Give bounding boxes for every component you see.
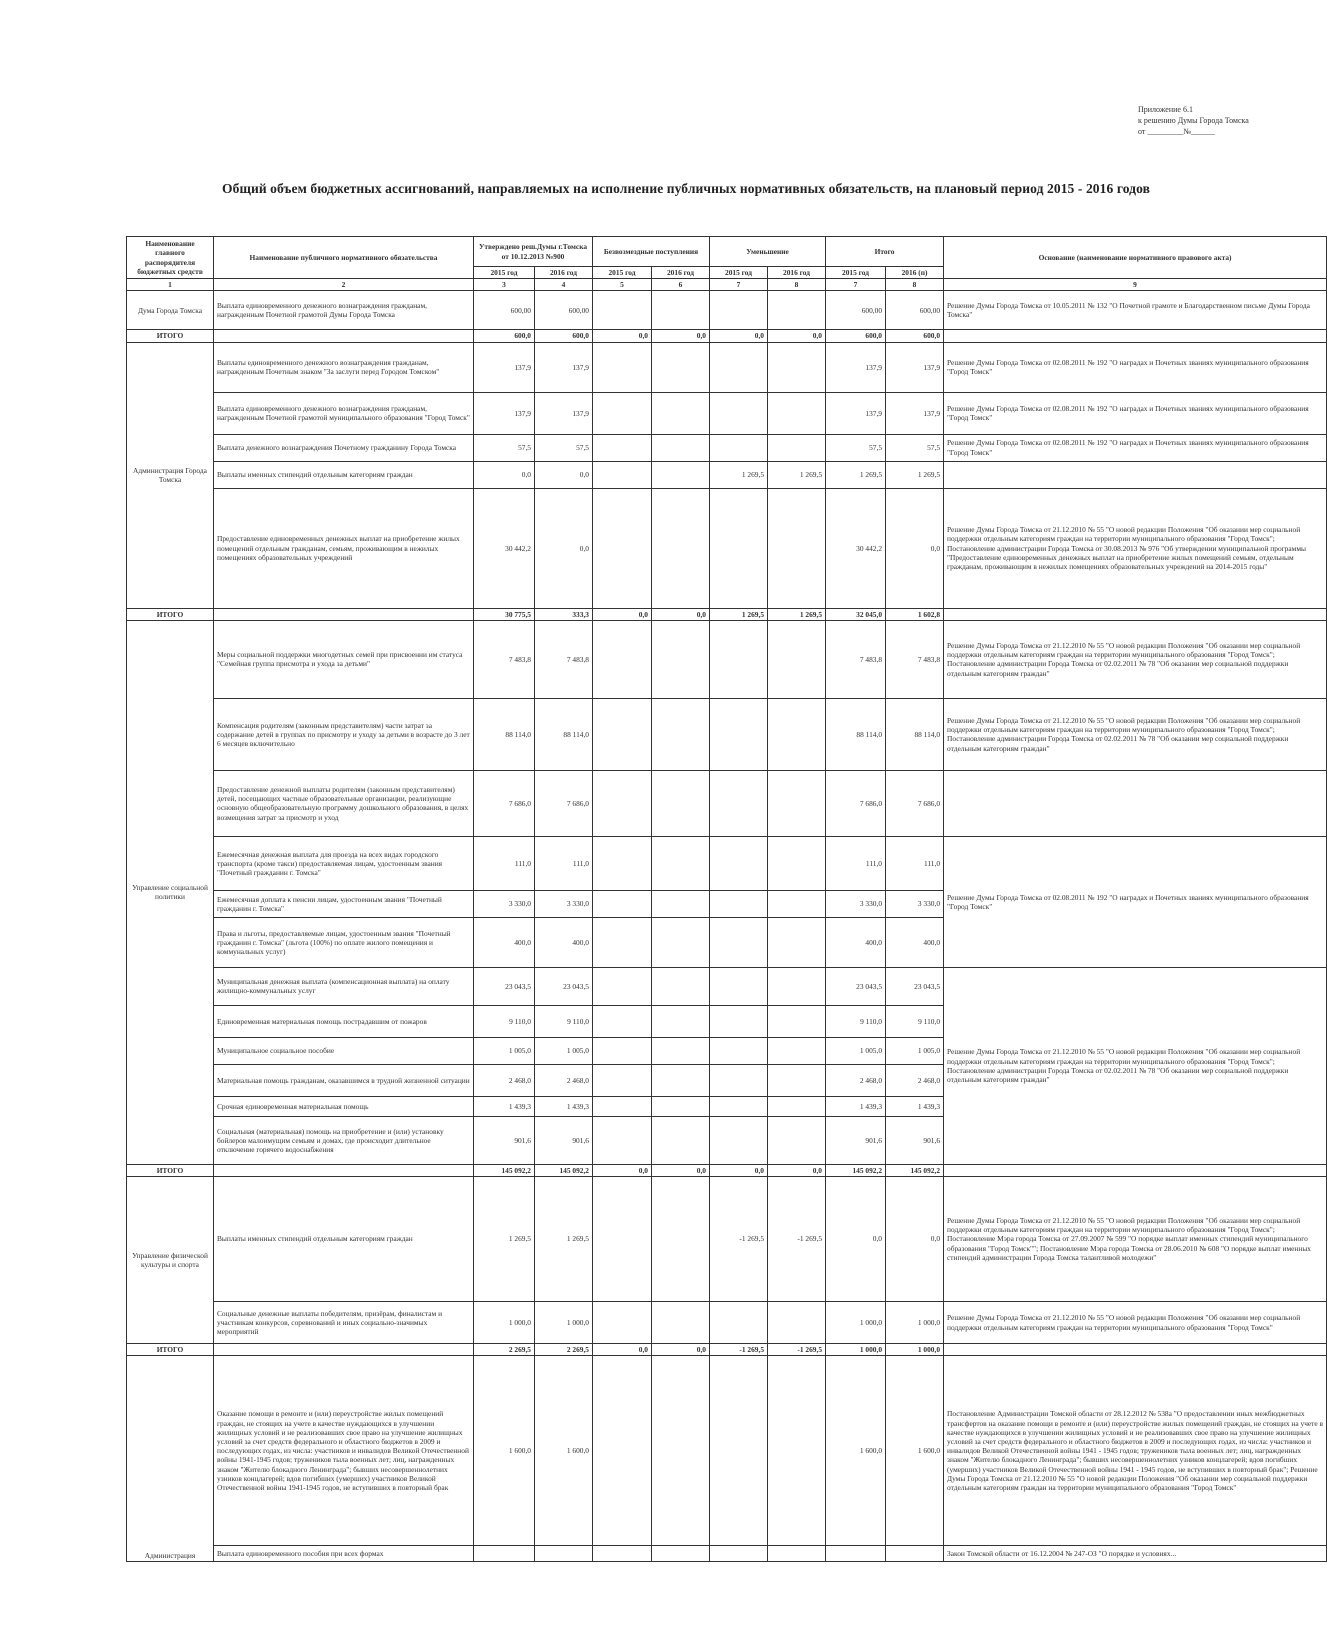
obligation-cell: Предоставление денежной выплаты родителям (законным представителям) детей, посещающих частные образовательные организации, реализующие основную общеобразовательную программу дошкольного образования, в целях возмещения затрат за присмотр и уход [214,770,474,836]
value-cell: 88 114,0 [826,698,886,770]
value-cell: 88 114,0 [886,698,944,770]
total-cell: 0,0 [593,1344,652,1356]
total-label: ИТОГО [127,330,214,342]
col-number: 7 [710,279,768,291]
value-cell: 111,0 [474,836,535,890]
total-cell: 0,0 [710,330,768,342]
header-year: 2016 год [652,267,710,279]
value-cell: 600,00 [474,291,535,330]
basis-cell: Решение Думы Города Томска от 21.12.2010 № 55 "О новой редакции Положения "Об оказании мер социальной поддержки отдельным категориям граждан на территории муниципального образования "Город Томск"; Постановление Мэра города Томска от 27.09.2007 № 599 "О порядке выплат именных стипендий муниципального образования "Город Томск""; Постановление Мэра города Томска от 28.06.2010 № 608 "О порядке выплат именных стипендий администрации Города Томска талантливой молодежи" [944,1177,1327,1302]
total-label: ИТОГО [127,608,214,620]
header-decrease: Уменьшение [710,237,826,267]
appendix-line-1: Приложение 6.1 [1138,105,1193,114]
value-cell: 1 000,0 [886,1302,944,1344]
value-cell: 2 468,0 [886,1064,944,1096]
col-number: 1 [127,279,214,291]
basis-cell: Решение Думы Города Томска от 02.08.2011 № 192 "О наградах и Почетных званиях муниципального образования "Город Томск" [944,434,1327,461]
col-number: 2 [214,279,474,291]
obligation-cell: Компенсация родителям (законным представителям) части затрат за содержание детей в группах по присмотру и уходу за детьми в возрасте до 3 лет 6 месяцев включительно [214,698,474,770]
value-cell: 3 330,0 [886,890,944,917]
basis-cell: Решение Думы Города Томска от 21.12.2010 № 55 "О новой редакции Положения "Об оказании мер социальной поддержки отдельным категориям граждан на территории муниципального образования "Город Томск"; Постановление администрации Города Томска от 02.02.2011 № 78 "Об оказании мер социальной поддержки отдельным категориям граждан" [944,967,1327,1164]
value-cell: 7 483,8 [474,620,535,698]
value-cell: 57,5 [826,434,886,461]
obligation-cell: Ежемесячная денежная выплата для проезда на всех видах городского транспорта (кроме такси) предоставляемая лицам, удостоенным звания "Почетный гражданин г. Томска" [214,836,474,890]
total-label: ИТОГО [127,1164,214,1176]
header-year: 2016 год [535,267,593,279]
table-row [127,770,1327,836]
value-cell: 7 483,8 [886,620,944,698]
table-row [127,461,1327,488]
value-cell: 7 686,0 [474,770,535,836]
value-cell: 137,9 [535,342,593,392]
table-row [127,1177,1327,1302]
total-cell: 0,0 [593,330,652,342]
obligation-cell: Предоставление единовременных денежных выплат на приобретение жилых помещений отдельным гражданам, семьям, проживающим в нежилых помещениях образовательных учреждений [214,488,474,608]
value-cell: 1 439,3 [826,1096,886,1116]
value-cell: 57,5 [474,434,535,461]
obligation-cell: Выплаты именных стипендий отдельным категориям граждан [214,1177,474,1302]
basis-cell: Постановление Администрации Томской области от 28.12.2012 № 538а "О предоставлении иных межбюджетных трансфертов на оказание помощи в ремонте и (или) переустройстве жилых помещений граждан, не стоящих на учете в качестве нуждающихся в улучшении жилищных условий и не реализовавших свое право на улучшение жилищных условий за счет средств федерального и областного бюджетов в 2009 и последующих годах, из числа: участников и инвалидов Великой Отечественной войны 1941 - 1945 годов; тружеников тыла военных лет; лиц, награжденных знаком "Жителю блокадного Ленинграда"; бывших несовершеннолетних узников концлагерей; вдов погибших (умерших) участников Великой Отечественной войны 1941 - 1945 годов, не вступивших в повторный брак"; Решение Думы Города Томска от 21.12.2010 № 55 "О новой редакции Положения "Об оказании мер социальной поддержки отдельным категориям граждан на территории муниципального образования "Город Томск" [944,1356,1327,1546]
value-cell: 901,6 [535,1116,593,1164]
manager-cell: Администрация [127,1356,214,1562]
value-cell: 1 600,0 [474,1356,535,1546]
total-cell: 2 269,5 [474,1344,535,1356]
value-cell: 111,0 [886,836,944,890]
value-cell: 3 330,0 [826,890,886,917]
value-cell: 23 043,5 [535,967,593,1005]
total-cell: 1 000,0 [826,1344,886,1356]
obligation-cell: Выплата единовременного пособия при всех формах [214,1546,474,1562]
obligation-cell: Выплата единовременного денежного вознаграждения гражданам, награжденным Почетной грамотой муниципального образования "Город Томск" [214,392,474,434]
manager-cell: Управление социальной политики [127,620,214,1164]
value-cell: 9 110,0 [474,1005,535,1037]
value-cell: 137,9 [474,392,535,434]
value-cell: 1 269,5 [826,461,886,488]
total-cell: 30 775,5 [474,608,535,620]
value-cell: 400,0 [886,917,944,967]
value-cell: 1 269,5 [886,461,944,488]
page-title: Общий объем бюджетных ассигнований, направляемых на исполнение публичных нормативных обязательств, на плановый период 2015 - 2016 годов [222,181,1151,196]
header-year: 2015 год [710,267,768,279]
total-cell: 0,0 [652,1344,710,1356]
total-cell: 2 269,5 [535,1344,593,1356]
value-cell: 1 005,0 [826,1037,886,1064]
value-cell: 111,0 [826,836,886,890]
table-row [127,488,1327,608]
total-cell: 1 269,5 [710,608,768,620]
total-cell: 32 045,0 [826,608,886,620]
value-cell: 137,9 [535,392,593,434]
total-cell: 0,0 [652,330,710,342]
basis-cell: Решение Думы Города Томска от 21.12.2010 № 55 "О новой редакции Положения "Об оказании мер социальной поддержки отдельным категориям граждан на территории муниципального образования "Город Томск" [944,1302,1327,1344]
value-cell: 1 439,3 [474,1096,535,1116]
basis-cell: Решение Думы Города Томска от 02.08.2011 № 192 "О наградах и Почетных званиях муниципального образования "Город Томск" [944,342,1327,392]
total-row [127,608,1327,620]
total-cell: 0,0 [652,1164,710,1176]
table-row [127,836,1327,890]
header-manager: Наименование главного распорядителя бюджетных средств [127,237,214,279]
basis-cell: Решение Думы Города Томска от 02.08.2011 № 192 "О наградах и Почетных званиях муниципального образования "Город Томск" [944,836,1327,967]
allocations-table [126,236,1327,1562]
header-free-receipts: Безвозмездные поступления [593,237,710,267]
value-cell: 400,0 [474,917,535,967]
obligation-cell: Материальная помощь гражданам, оказавшимся в трудной жизненной ситуации [214,1064,474,1096]
header-year: 2015 год [474,267,535,279]
appendix-note [1138,104,1249,137]
value-cell: 600,00 [535,291,593,330]
value-cell: 7 686,0 [535,770,593,836]
header-obligation: Наименование публичного нормативного обязательства [214,237,474,279]
value-cell: 600,00 [886,291,944,330]
value-cell: 137,9 [826,392,886,434]
total-cell: 145 092,2 [535,1164,593,1176]
value-cell: 1 000,0 [826,1302,886,1344]
basis-cell: Решение Думы Города Томска от 21.12.2010 № 55 "О новой редакции Положения "Об оказании мер социальной поддержки отдельным категориям граждан на территории муниципального образования "Город Томск"; Постановление администрации Города Томска от 30.08.2013 № 976 "Об утверждении муниципальной программы "Предоставление единовременных денежных выплат на приобретение жилых помещений семьям, отдельным гражданам, проживающим в нежилых помещениях образовательных учреждений на 2014-2015 годы" [944,488,1327,608]
col-number: 6 [652,279,710,291]
obligation-cell: Выплаты единовременного денежного вознаграждения гражданам, награжденным Почетным знаком "За заслуги перед Городом Томском" [214,342,474,392]
basis-cell: Решение Думы Города Томска от 21.12.2010 № 55 "О новой редакции Положения "Об оказании мер социальной поддержки отдельным категориям граждан на территории муниципального образования "Город Томск"; Постановление администрации Города Томска от 02.02.2011 № 78 "Об оказании мер социальной поддержки отдельным категориям граждан" [944,620,1327,698]
basis-cell: Решение Думы Города Томска от 21.12.2010 № 55 "О новой редакции Положения "Об оказании мер социальной поддержки отдельным категориям граждан на территории муниципального образования "Город Томск"; Постановление администрации Города Томска от 02.02.2011 № 78 "Об оказании мер социальной поддержки отдельным категориям граждан" [944,698,1327,770]
header-year: 2015 год [593,267,652,279]
total-cell: 600,0 [886,330,944,342]
total-cell: 0,0 [768,330,826,342]
obligation-cell: Права и льготы, предоставляемые лицам, удостоенным звания "Почетный гражданин г. Томска" (льгота (100%) по оплате жилого помещения и коммунальных услуг) [214,917,474,967]
total-cell: 0,0 [652,608,710,620]
total-cell: 0,0 [710,1164,768,1176]
obligation-cell: Социальные денежные выплаты победителям, призёрам, финалистам и участникам конкурсов, соревнований и иных социально-значимых мероприятий [214,1302,474,1344]
basis-cell: Решение Думы Города Томска от 10.05.2011 № 132 "О Почетной грамоте и Благодарственном письме Думы Города Томска" [944,291,1327,330]
obligation-cell: Выплата единовременного денежного вознаграждения гражданам, награжденным Почетной грамотой Думы Города Томска [214,291,474,330]
manager-cell: Дума Города Томска [127,291,214,330]
value-cell: 9 110,0 [826,1005,886,1037]
value-cell: 1 005,0 [535,1037,593,1064]
total-cell: 0,0 [593,1164,652,1176]
value-cell: 0,0 [886,488,944,608]
col-number: 4 [535,279,593,291]
table-row [127,620,1327,698]
header-year: 2016 (п) [886,267,944,279]
value-cell: 9 110,0 [886,1005,944,1037]
value-cell: 1 269,5 [474,1177,535,1302]
value-cell: 9 110,0 [535,1005,593,1037]
obligation-cell: Оказание помощи в ремонте и (или) переустройстве жилых помещений граждан, не стоящих на учете в качестве нуждающихся в улучшении жилищных условий и не реализовавших свое право на улучшение жилищных условий за счет средств федерального и областного бюджетов в 2009 и последующих годах, из числа: участников и инвалидов Великой Отечественной войны 1941-1945 годов; тружеников тыла военных лет; лиц, награжденных знаком "Жителю блокадного Ленинграда"; бывших несовершеннолетних узников концлагерей; вдов погибших (умерших) участников Великой Отечественной войны 1941-1945 годов, не вступивших в повторный брак [214,1356,474,1546]
value-cell: 1 439,3 [886,1096,944,1116]
value-cell: 0,0 [474,461,535,488]
total-cell: 145 092,2 [886,1164,944,1176]
basis-cell: Закон Томской области от 16.12.2004 № 247-ОЗ "О порядке и условиях... [944,1546,1327,1562]
value-cell: 2 468,0 [826,1064,886,1096]
value-cell: 1 600,0 [535,1356,593,1546]
value-cell: 1 600,0 [886,1356,944,1546]
col-number: 5 [593,279,652,291]
total-cell: 600,0 [826,330,886,342]
value-cell: 30 442,2 [474,488,535,608]
obligation-cell: Единовременная материальная помощь пострадавшим от пожаров [214,1005,474,1037]
total-cell: -1 269,5 [768,1344,826,1356]
column-numbers-row [127,279,1327,291]
col-number: 3 [474,279,535,291]
total-cell: 600,0 [535,330,593,342]
value-cell: 1 439,3 [535,1096,593,1116]
value-cell: 0,0 [535,488,593,608]
table-row [127,392,1327,434]
total-cell: 1 000,0 [886,1344,944,1356]
value-cell: 1 000,0 [535,1302,593,1344]
value-cell: 2 468,0 [535,1064,593,1096]
value-cell: 88 114,0 [474,698,535,770]
value-cell: 3 330,0 [535,890,593,917]
value-cell: 137,9 [886,392,944,434]
value-cell: 1 005,0 [886,1037,944,1064]
value-cell: 1 269,5 [535,1177,593,1302]
header-approved: Утверждено реш.Думы г.Томска от 10.12.2013 №900 [474,237,593,267]
value-cell: 0,0 [886,1177,944,1302]
appendix-line-2: к решению Думы Города Томска [1138,116,1249,125]
value-cell: 137,9 [886,342,944,392]
value-cell: 7 483,8 [826,620,886,698]
total-cell: 0,0 [768,1164,826,1176]
value-cell: 1 005,0 [474,1037,535,1064]
value-cell: 1 000,0 [474,1302,535,1344]
table-row [127,1356,1327,1546]
table-row [127,434,1327,461]
value-cell: 23 043,5 [826,967,886,1005]
value-cell: 901,6 [826,1116,886,1164]
table-row [127,342,1327,392]
value-cell: 7 686,0 [826,770,886,836]
total-label: ИТОГО [127,1344,214,1356]
value-cell: 137,9 [474,342,535,392]
table-row [127,1546,1327,1562]
value-cell: 30 442,2 [826,488,886,608]
col-number: 8 [886,279,944,291]
col-number: 9 [944,279,1327,291]
obligation-cell: Ежемесячная доплата к пенсии лицам, удостоенным звания "Почетный гражданин г. Томска" [214,890,474,917]
table-row [127,967,1327,1005]
value-cell: 1 269,5 [768,461,826,488]
total-row [127,330,1327,342]
header-row [127,237,1327,267]
value-cell: 88 114,0 [535,698,593,770]
value-cell: 7 483,8 [535,620,593,698]
obligation-cell: Выплаты именных стипендий отдельным категориям граждан [214,461,474,488]
obligation-cell: Выплата денежного вознаграждения Почетному гражданину Города Томска [214,434,474,461]
value-cell: 901,6 [474,1116,535,1164]
obligation-cell: Срочная единовременная материальная помощь [214,1096,474,1116]
header-year: 2016 год [768,267,826,279]
value-cell: -1 269,5 [710,1177,768,1302]
col-number: 7 [826,279,886,291]
value-cell: 23 043,5 [886,967,944,1005]
value-cell: 7 686,0 [886,770,944,836]
value-cell: -1 269,5 [768,1177,826,1302]
header-year: 2015 год [826,267,886,279]
total-cell: 1 269,5 [768,608,826,620]
value-cell: 1 269,5 [710,461,768,488]
total-row [127,1344,1327,1356]
value-cell: 57,5 [535,434,593,461]
total-cell: 0,0 [593,608,652,620]
value-cell: 0,0 [535,461,593,488]
value-cell: 3 330,0 [474,890,535,917]
total-cell: 333,3 [535,608,593,620]
header-basis: Основание (наименование нормативного правового акта) [944,237,1327,279]
basis-cell: Решение Думы Города Томска от 02.08.2011 № 192 "О наградах и Почетных званиях муниципального образования "Город Томск" [944,392,1327,434]
table-row [127,698,1327,770]
manager-cell: Администрация Города Томска [127,342,214,608]
value-cell: 2 468,0 [474,1064,535,1096]
obligation-cell: Меры социальной поддержки многодетных семей при присвоении им статуса "Семейная группа присмотра и ухода за детьми" [214,620,474,698]
manager-cell: Управление физической культуры и спорта [127,1177,214,1344]
value-cell: 137,9 [826,342,886,392]
table-row [127,291,1327,330]
value-cell: 23 043,5 [474,967,535,1005]
appendix-line-3: от _________№______ [1138,127,1216,136]
obligation-cell: Муниципальное социальное пособие [214,1037,474,1064]
value-cell: 57,5 [886,434,944,461]
value-cell: 111,0 [535,836,593,890]
value-cell: 400,0 [826,917,886,967]
header-total: Итого [826,237,944,267]
value-cell: 901,6 [886,1116,944,1164]
col-number: 8 [768,279,826,291]
value-cell: 600,00 [826,291,886,330]
value-cell: 0,0 [826,1177,886,1302]
obligation-cell: Социальная (материальная) помощь на приобретение и (или) установку бойлеров малоимущим семьям и домах, где происходит длительное отключение горячего водоснабжения [214,1116,474,1164]
obligation-cell: Муниципальная денежная выплата (компенсационная выплата) на оплату жилищно-коммунальных услуг [214,967,474,1005]
total-cell: 145 092,2 [474,1164,535,1176]
total-cell: 600,0 [474,330,535,342]
total-row [127,1164,1327,1176]
value-cell: 400,0 [535,917,593,967]
total-cell: 145 092,2 [826,1164,886,1176]
table-row [127,1302,1327,1344]
total-cell: -1 269,5 [710,1344,768,1356]
total-cell: 1 602,8 [886,608,944,620]
value-cell: 1 600,0 [826,1356,886,1546]
